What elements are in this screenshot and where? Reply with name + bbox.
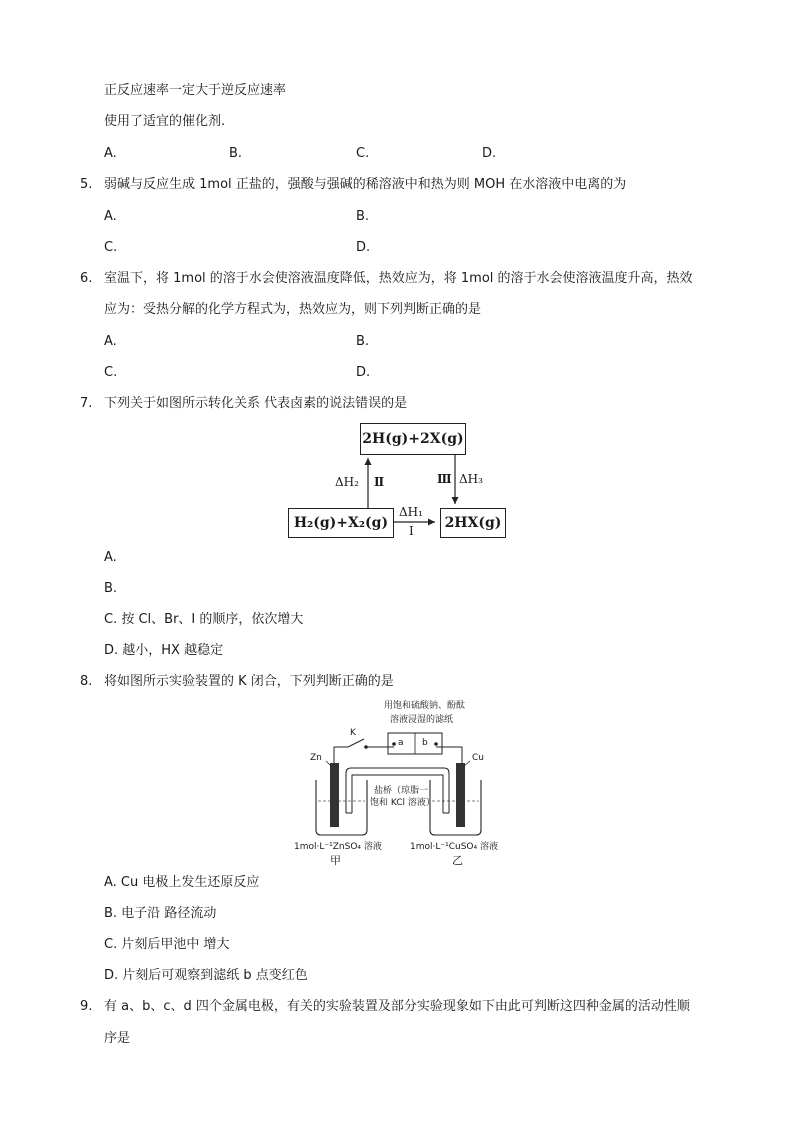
left-solution-label: 1mol·L⁻¹ZnSO₄ 溶液 bbox=[294, 842, 382, 852]
dh3-label: ΔH₃ bbox=[459, 472, 483, 486]
q9-number: 9. bbox=[80, 999, 93, 1014]
dh1-label: ΔH₁ bbox=[399, 505, 423, 519]
q6-stem-line2: 应为：受热分解的化学方程式为，热效应为，则下列判断正确的是 bbox=[104, 302, 482, 317]
roman-iii-label: Ⅲ bbox=[437, 472, 452, 486]
switch-k bbox=[348, 739, 364, 747]
filter-paper-label-2: 溶液浸湿的滤纸 bbox=[390, 715, 454, 725]
right-state-box: 2HX(g) bbox=[440, 508, 506, 538]
q6-choice-c[interactable]: C. bbox=[104, 365, 118, 380]
q5-choice-d[interactable]: D. bbox=[356, 240, 371, 255]
q7-choice-a[interactable]: A. bbox=[104, 550, 117, 565]
q4-choice-c[interactable]: C. bbox=[356, 146, 370, 161]
point-a-label: a bbox=[398, 738, 404, 748]
q5-choice-a[interactable]: A. bbox=[104, 209, 117, 224]
q5-stem: 弱碱与反应生成 1mol 正盐的，强酸与强碱的稀溶液中和热为则 MOH 在水溶液中电离的为 bbox=[104, 177, 627, 192]
salt-bridge-label-2: 饱和 KCl 溶液） bbox=[370, 798, 435, 808]
q6-choice-b[interactable]: B. bbox=[356, 334, 370, 349]
q8-choice-a[interactable]: A. Cu 电极上发生还原反应 bbox=[104, 875, 260, 890]
cu-label: Cu bbox=[472, 753, 484, 763]
q4-choice-a[interactable]: A. bbox=[104, 146, 117, 161]
filter-paper-label-1: 用饱和硫酸钠、酚酞 bbox=[384, 701, 466, 711]
roman-ii-label: Ⅱ bbox=[374, 475, 385, 489]
q8-number: 8. bbox=[80, 674, 93, 689]
beaker-right bbox=[430, 780, 481, 835]
q9-stem-line1: 有 a、b、c、d 四个金属电极，有关的实验装置及部分实验现象如下由此可判断这四种金属的活动性顺 bbox=[104, 999, 690, 1014]
left-state-box: H₂(g)+X₂(g) bbox=[288, 508, 394, 538]
q8-stem: 将如图所示实验装置的 K 闭合，下列判断正确的是 bbox=[104, 674, 394, 689]
q7-choice-c[interactable]: C. 按 Cl、Br、I 的顺序，依次增大 bbox=[104, 612, 304, 627]
q4-choice-b[interactable]: B. bbox=[229, 146, 243, 161]
cu-electrode bbox=[456, 763, 465, 827]
q4-choice-d[interactable]: D. bbox=[482, 146, 497, 161]
q6-choice-d[interactable]: D. bbox=[356, 365, 371, 380]
roman-i-label: I bbox=[409, 524, 414, 538]
zn-label: Zn bbox=[310, 753, 322, 763]
beaker-left bbox=[316, 780, 367, 835]
point-b-label: b bbox=[422, 738, 428, 748]
q8-choice-b[interactable]: B. 电子沿 路径流动 bbox=[104, 906, 217, 921]
q4-option-text-1: 正反应速率一定大于逆反应速率 bbox=[104, 83, 287, 98]
right-solution-label: 1mol·L⁻¹CuSO₄ 溶液 bbox=[410, 842, 498, 852]
q7-choice-b[interactable]: B. bbox=[104, 581, 118, 596]
q9-stem-line2: 序是 bbox=[104, 1031, 131, 1046]
q5-choice-b[interactable]: B. bbox=[356, 209, 370, 224]
q7-choice-d[interactable]: D. 越小，HX 越稳定 bbox=[104, 643, 224, 658]
switch-k-label: K bbox=[350, 728, 356, 738]
salt-bridge-label-1: 盐桥（琼脂一 bbox=[374, 786, 429, 796]
galvanic-cell-apparatus bbox=[290, 695, 510, 867]
q8-choice-d[interactable]: D. 片刻后可观察到滤纸 b 点变红色 bbox=[104, 968, 308, 983]
q7-stem: 下列关于如图所示转化关系 代表卤素的说法错误的是 bbox=[104, 396, 408, 411]
q7-number: 7. bbox=[80, 396, 93, 411]
cell-yi-label: 乙 bbox=[452, 854, 463, 867]
q6-choice-a[interactable]: A. bbox=[104, 334, 117, 349]
top-state-box: 2H(g)+2X(g) bbox=[360, 423, 466, 455]
q6-stem-line1: 室温下，将 1mol 的溶于水会使溶液温度降低，热效应为，将 1mol 的溶于水会使溶液温度升高，热效 bbox=[104, 271, 693, 286]
q8-choice-c[interactable]: C. 片刻后甲池中 增大 bbox=[104, 937, 230, 952]
wire-left bbox=[334, 747, 348, 763]
q5-number: 5. bbox=[80, 177, 93, 192]
q6-number: 6. bbox=[80, 271, 93, 286]
q4-option-text-2: 使用了适宜的催化剂. bbox=[104, 114, 226, 129]
q5-choice-c[interactable]: C. bbox=[104, 240, 118, 255]
cell-jia-label: 甲 bbox=[330, 854, 341, 867]
dh2-label: ΔH₂ bbox=[335, 475, 359, 489]
zn-electrode bbox=[330, 763, 339, 827]
thermo-cycle-diagram bbox=[285, 420, 515, 542]
